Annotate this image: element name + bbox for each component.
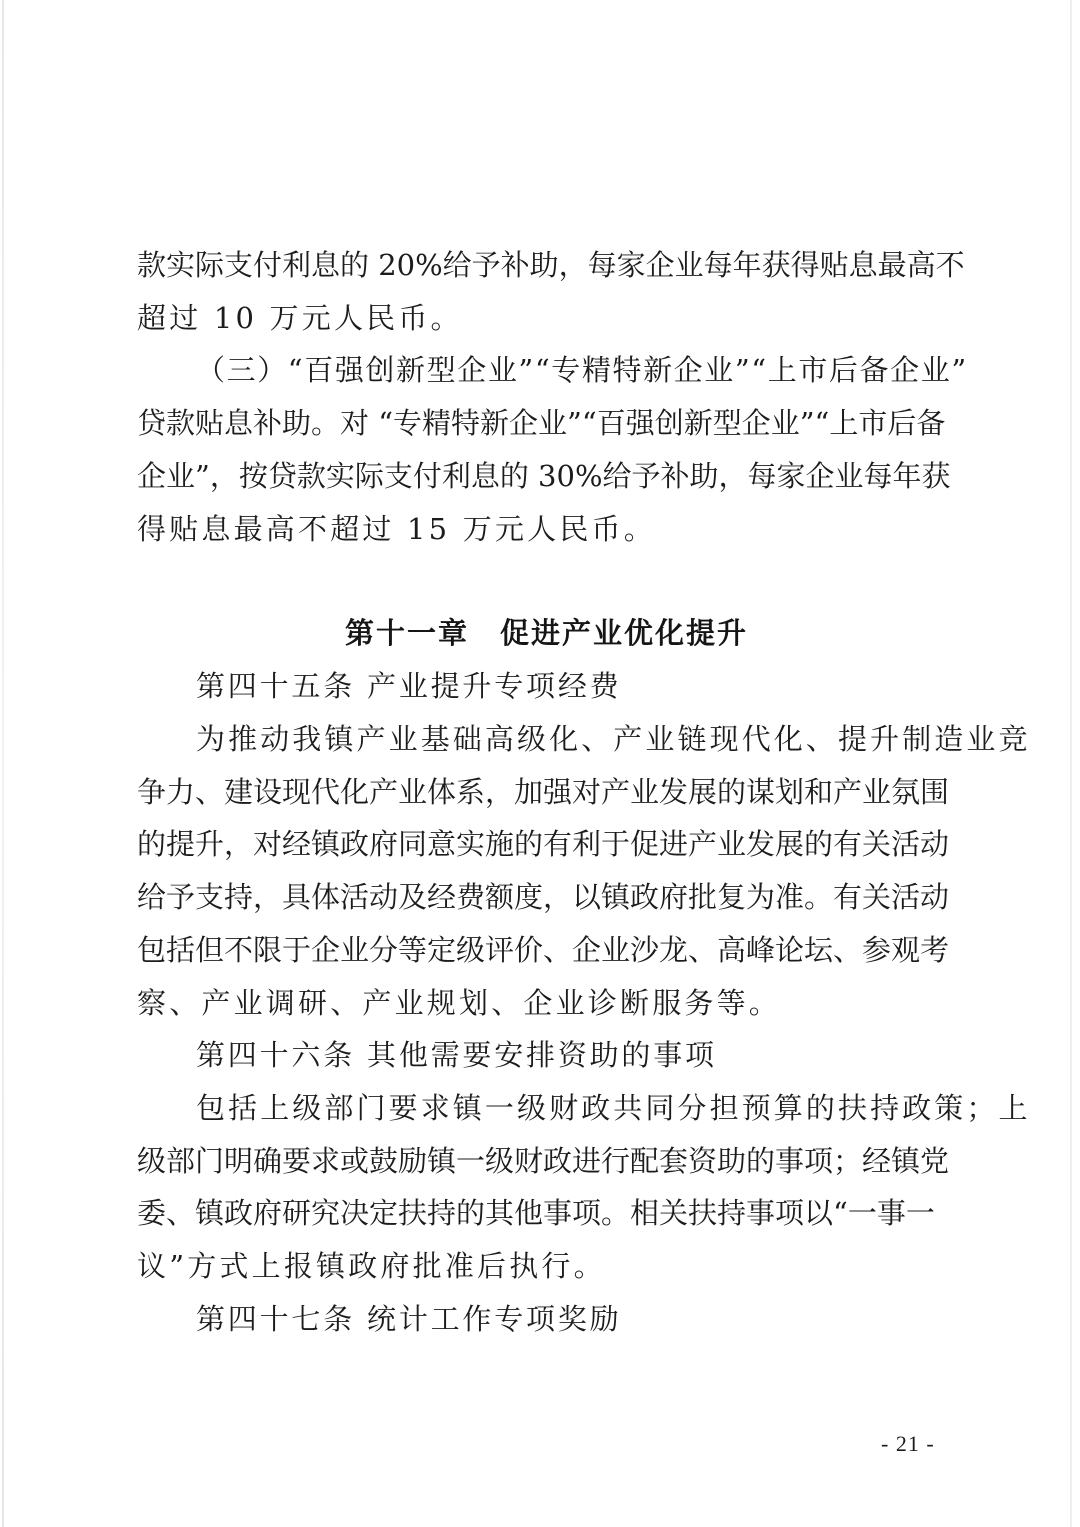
body-text-line: 企业”，按贷款实际支付利息的 30%给予补助，每家企业每年获 xyxy=(137,459,951,493)
body-text-line: 款实际支付利息的 20%给予补助，每家企业每年获得贴息最高不 xyxy=(137,248,965,282)
chapter-title: 第十一章 促进产业优化提升 xyxy=(345,616,749,650)
article-45-title: 第四十五条 产业提升专项经费 xyxy=(196,669,622,703)
article-47-title: 第四十七条 统计工作专项奖励 xyxy=(196,1302,622,1336)
body-text-line: 委、镇政府研究决定扶持的其他事项。相关扶持事项以“一事一 xyxy=(137,1196,935,1230)
body-text-line: 察、产业调研、产业规划、企业诊断服务等。 xyxy=(137,986,782,1020)
page-number: - 21 - xyxy=(881,1431,935,1456)
body-text-line: 为推动我镇产业基础高级化、产业链现代化、提升制造业竞 xyxy=(196,722,1031,756)
article-46-title: 第四十六条 其他需要安排资助的事项 xyxy=(196,1038,717,1072)
page-edge-shadow xyxy=(2,0,4,1527)
body-text-line: 贷款贴息补助。对 “专精特新企业”“百强创新型企业”“上市后备 xyxy=(137,406,946,440)
body-text-line: 包括上级部门要求镇一级财政共同分担预算的扶持政策；上 xyxy=(196,1091,1031,1125)
body-text-line: 给予支持，具体活动及经费额度，以镇政府批复为准。有关活动 xyxy=(137,880,950,914)
page-edge-shadow xyxy=(1070,0,1072,1527)
item-3-heading: （三）“百强创新型企业”“专精特新企业”“上市后备企业” xyxy=(196,353,968,387)
body-text-line: 的提升，对经镇政府同意实施的有利于促进产业发展的有关活动 xyxy=(137,827,950,861)
body-text-line: 级部门明确要求或鼓励镇一级财政进行配套资助的事项；经镇党 xyxy=(137,1144,950,1178)
body-text-line: 得贴息最高不超过 15 万元人民币。 xyxy=(137,512,656,546)
body-text-line: 超过 10 万元人民币。 xyxy=(137,301,463,335)
body-text-line: 包括但不限于企业分等定级评价、企业沙龙、高峰论坛、参观考 xyxy=(137,933,950,967)
body-text-line: 争力、建设现代化产业体系，加强对产业发展的谋划和产业氛围 xyxy=(137,775,950,809)
body-text-line: 议”方式上报镇政府批准后执行。 xyxy=(137,1249,606,1283)
